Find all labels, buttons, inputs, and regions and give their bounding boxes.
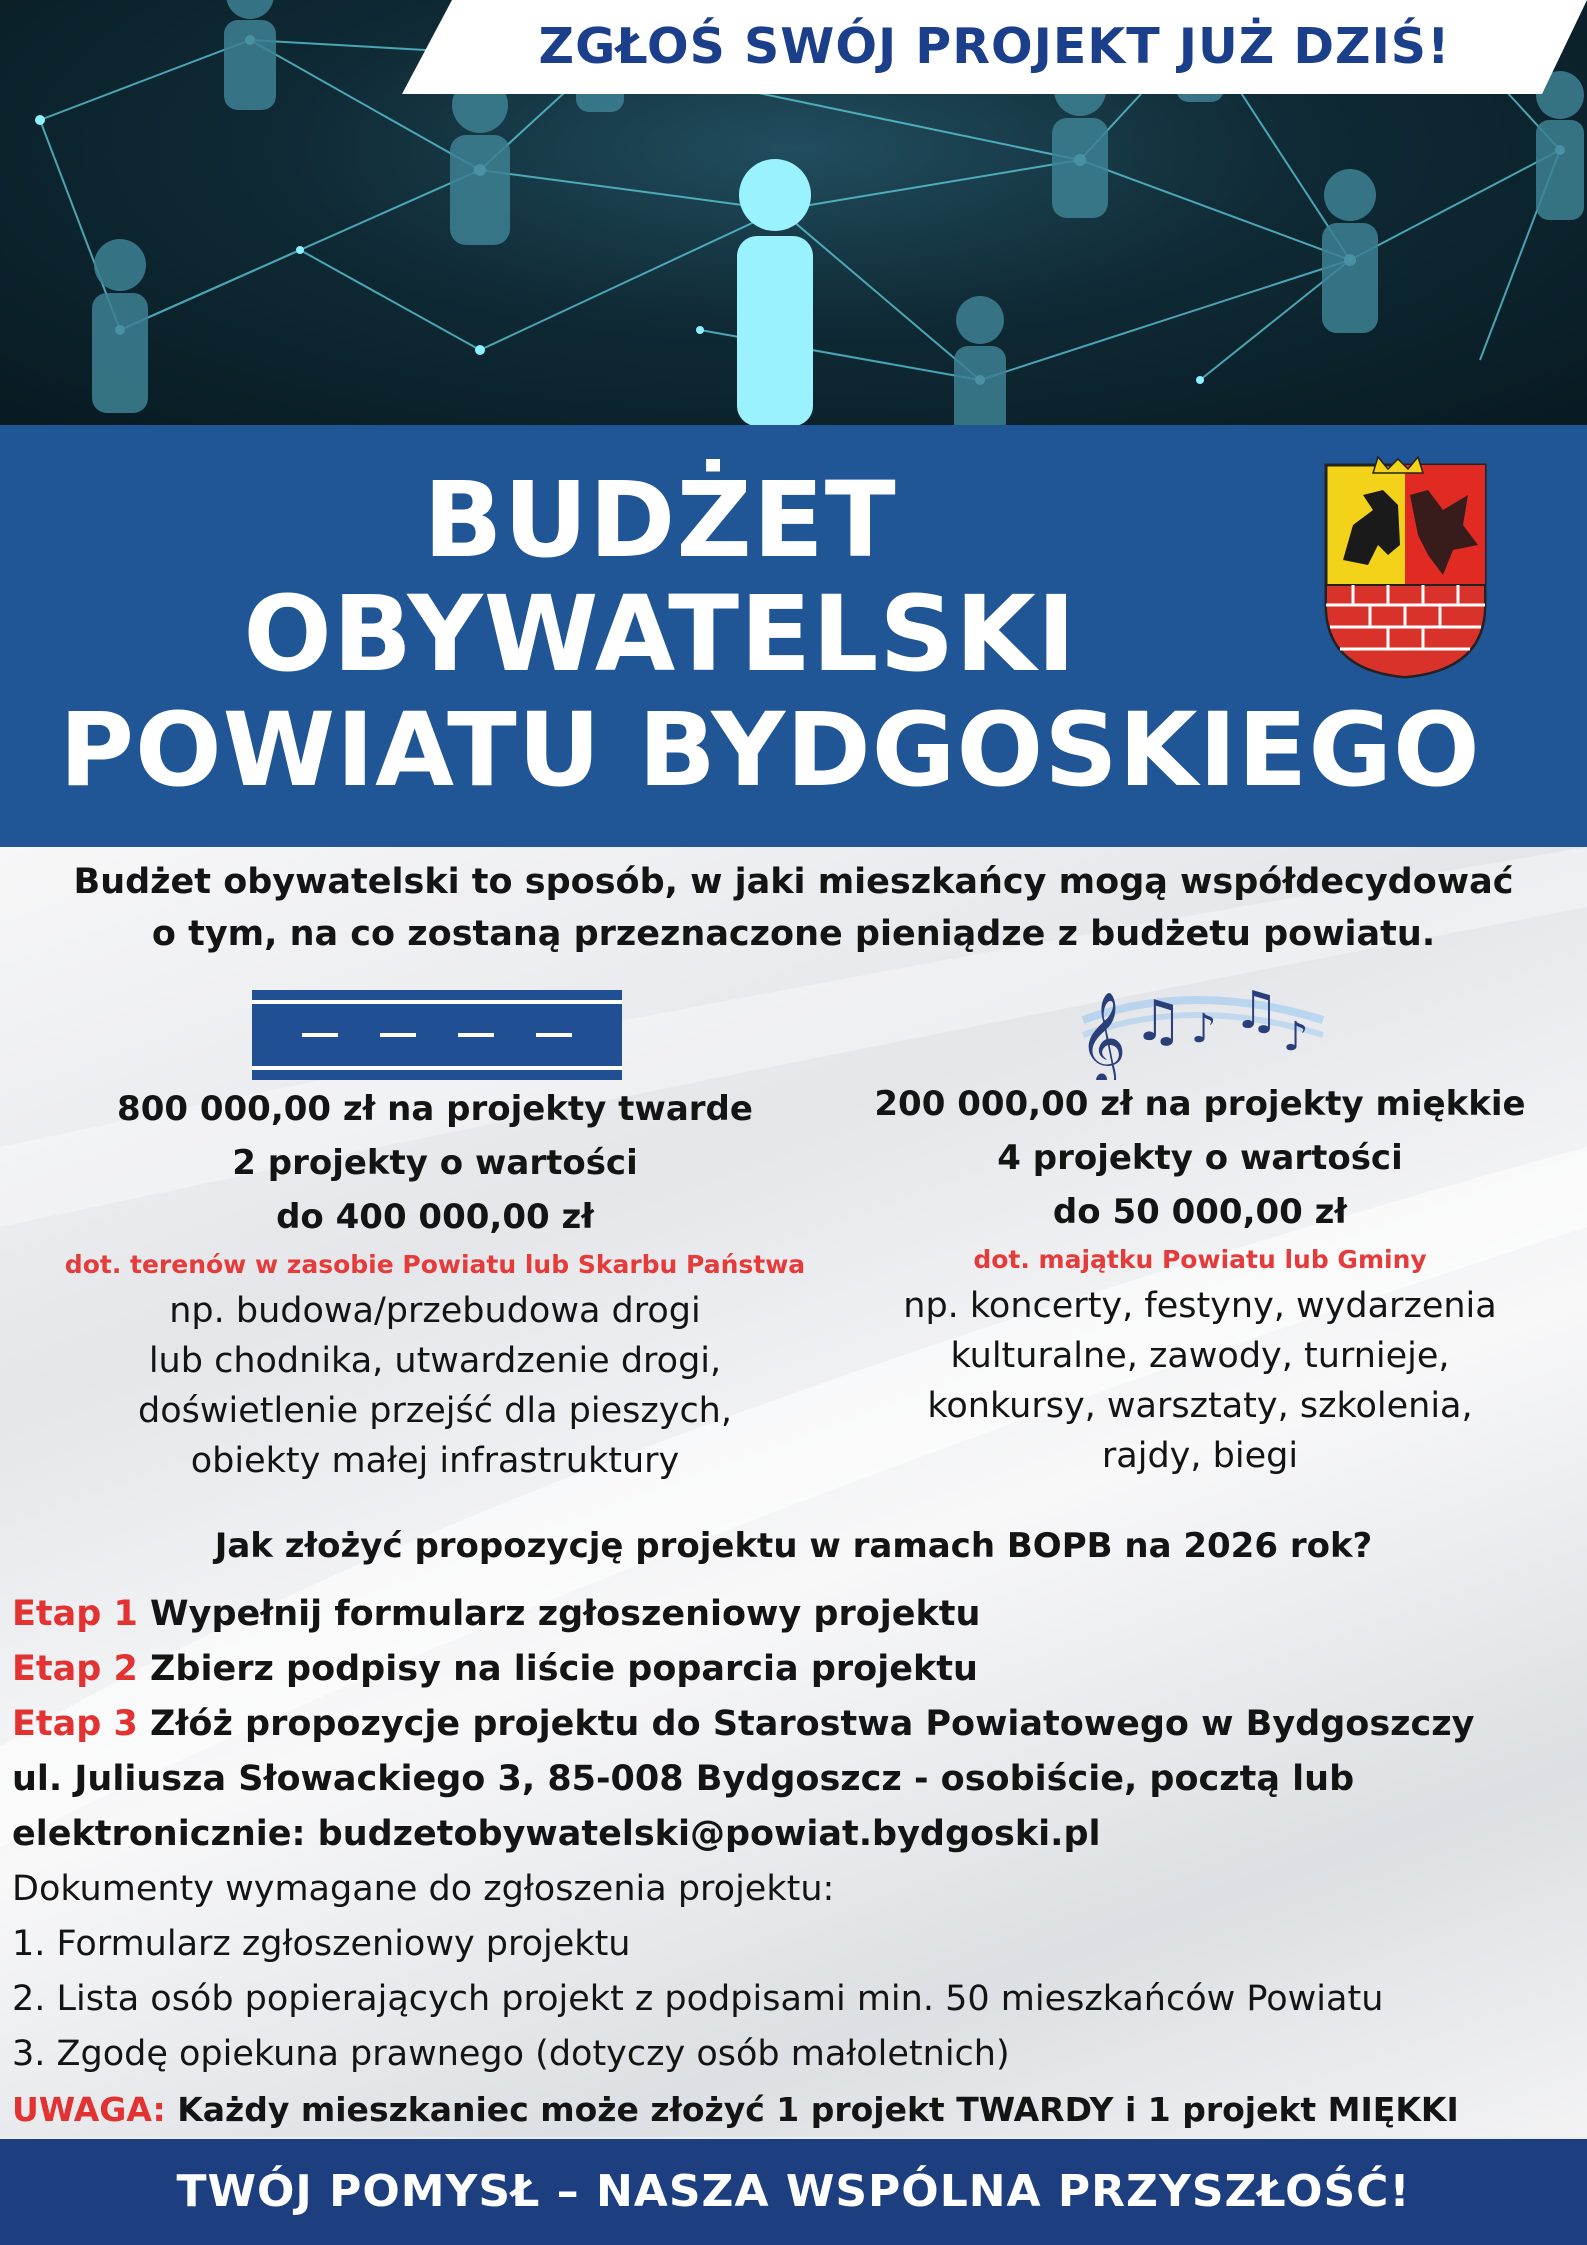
step-3-label: Etap 3 <box>12 1704 138 1744</box>
step-3 <box>12 1697 1587 1752</box>
soft-projects-column <box>800 1077 1587 1481</box>
step-2-label: Etap 2 <box>12 1649 138 1689</box>
email-line[interactable]: elektronicznie: budzetobywatelski@powiat.bydgoski.pl <box>12 1814 1101 1854</box>
soft-example-3: konkursy, warsztaty, szkolenia, <box>927 1386 1473 1426</box>
top-banner <box>402 0 1587 94</box>
soft-example-1: np. koncerty, festyny, wydarzenia <box>903 1286 1497 1326</box>
step-1 <box>12 1587 1587 1642</box>
road-icon-svg <box>252 990 622 1080</box>
document-1: 1. Formularz zgłoszeniowy projektu <box>12 1924 631 1964</box>
soft-amount: 200 000,00 zł na projekty miękkie <box>874 1084 1526 1124</box>
hard-example-3: doświetlenie przejść dla pieszych, <box>138 1391 732 1431</box>
hard-example-4: obiekty małej infrastruktury <box>190 1441 680 1481</box>
title-line-2: OBYWATELSKI <box>243 573 1077 695</box>
step-3-text: Złóż propozycje projektu do Starostwa Powiatowego w Bydgoszczy <box>137 1704 1475 1744</box>
steps-list <box>12 1587 1587 2137</box>
svg-text:𝄞: 𝄞 <box>1079 991 1127 1080</box>
intro-text <box>0 856 1587 960</box>
intro-line-2: o tym, na co zostaną przeznaczone pieniądze z budżetu powiatu. <box>151 914 1436 954</box>
soft-limit: do 50 000,00 zł <box>1052 1192 1348 1232</box>
footer-slogan: TWÓJ POMYSŁ – NASZA WSPÓLNA PRZYSZŁOŚĆ! <box>0 2139 1587 2245</box>
top-banner-text: ZGŁOŚ SWÓJ PROJEKT JUŻ DZIŚ! <box>538 18 1451 75</box>
intro-line-1: Budżet obywatelski to sposób, w jaki mieszkańcy mogą współdecydować <box>73 862 1514 902</box>
warning-label: UWAGA: <box>12 2090 166 2129</box>
svg-text:♫: ♫ <box>1233 981 1280 1041</box>
hard-example-1: np. budowa/przebudowa drogi <box>169 1291 701 1331</box>
hard-projects-column <box>30 1082 840 1486</box>
coat-of-arms <box>1318 455 1493 684</box>
how-to-submit-heading: Jak złożyć propozycję projektu w ramach BOPB na 2026 rok? <box>214 1526 1373 1566</box>
soft-scope: dot. majątku Powiatu lub Gminy <box>973 1245 1427 1274</box>
title-line-1: BUDŻET <box>423 459 897 581</box>
warning-text: Każdy mieszkaniec może złożyć 1 projekt TWARDY i 1 projekt MIĘKKI <box>165 2090 1459 2129</box>
soft-count: 4 projekty o wartości <box>997 1138 1403 1178</box>
title-line-3: POWIATU BYDGOSKIEGO <box>59 691 1481 810</box>
document-3: 3. Zgodę opiekuna prawnego (dotyczy osób małoletnich) <box>12 2034 1010 2074</box>
documents-header: Dokumenty wymagane do zgłoszenia projektu: <box>12 1869 835 1909</box>
step-2 <box>12 1642 1587 1697</box>
svg-text:♫: ♫ <box>1133 989 1184 1054</box>
road-icon <box>252 990 622 1084</box>
step-1-label: Etap 1 <box>12 1594 138 1634</box>
coat-of-arms-icon <box>1318 455 1493 680</box>
address-line: ul. Juliusza Słowackiego 3, 85-008 Bydgoszcz - osobiście, pocztą lub <box>12 1759 1355 1799</box>
step-1-text: Wypełnij formularz zgłoszeniowy projektu <box>137 1594 981 1634</box>
hard-scope: dot. terenów w zasobie Powiatu lub Skarbu Państwa <box>64 1250 806 1279</box>
music-notes-svg <box>1073 970 1333 1080</box>
hard-count: 2 projekty o wartości <box>232 1143 638 1183</box>
hard-amount: 800 000,00 zł na projekty twarde <box>117 1089 753 1129</box>
soft-example-2: kulturalne, zawody, turnieje, <box>950 1336 1450 1376</box>
hard-example-2: lub chodnika, utwardzenie drogi, <box>148 1341 722 1381</box>
document-2: 2. Lista osób popierających projekt z podpisami min. 50 mieszkańców Powiatu <box>12 1979 1384 2019</box>
soft-example-4: rajdy, biegi <box>1101 1436 1299 1476</box>
svg-text:♪: ♪ <box>1191 1006 1217 1052</box>
hard-limit: do 400 000,00 zł <box>276 1197 594 1237</box>
warning-line <box>12 2082 1587 2137</box>
step-2-text: Zbierz podpisy na liście poparcia projektu <box>137 1649 978 1689</box>
svg-text:♪: ♪ <box>1283 1014 1309 1060</box>
music-notes-icon <box>1073 970 1333 1084</box>
